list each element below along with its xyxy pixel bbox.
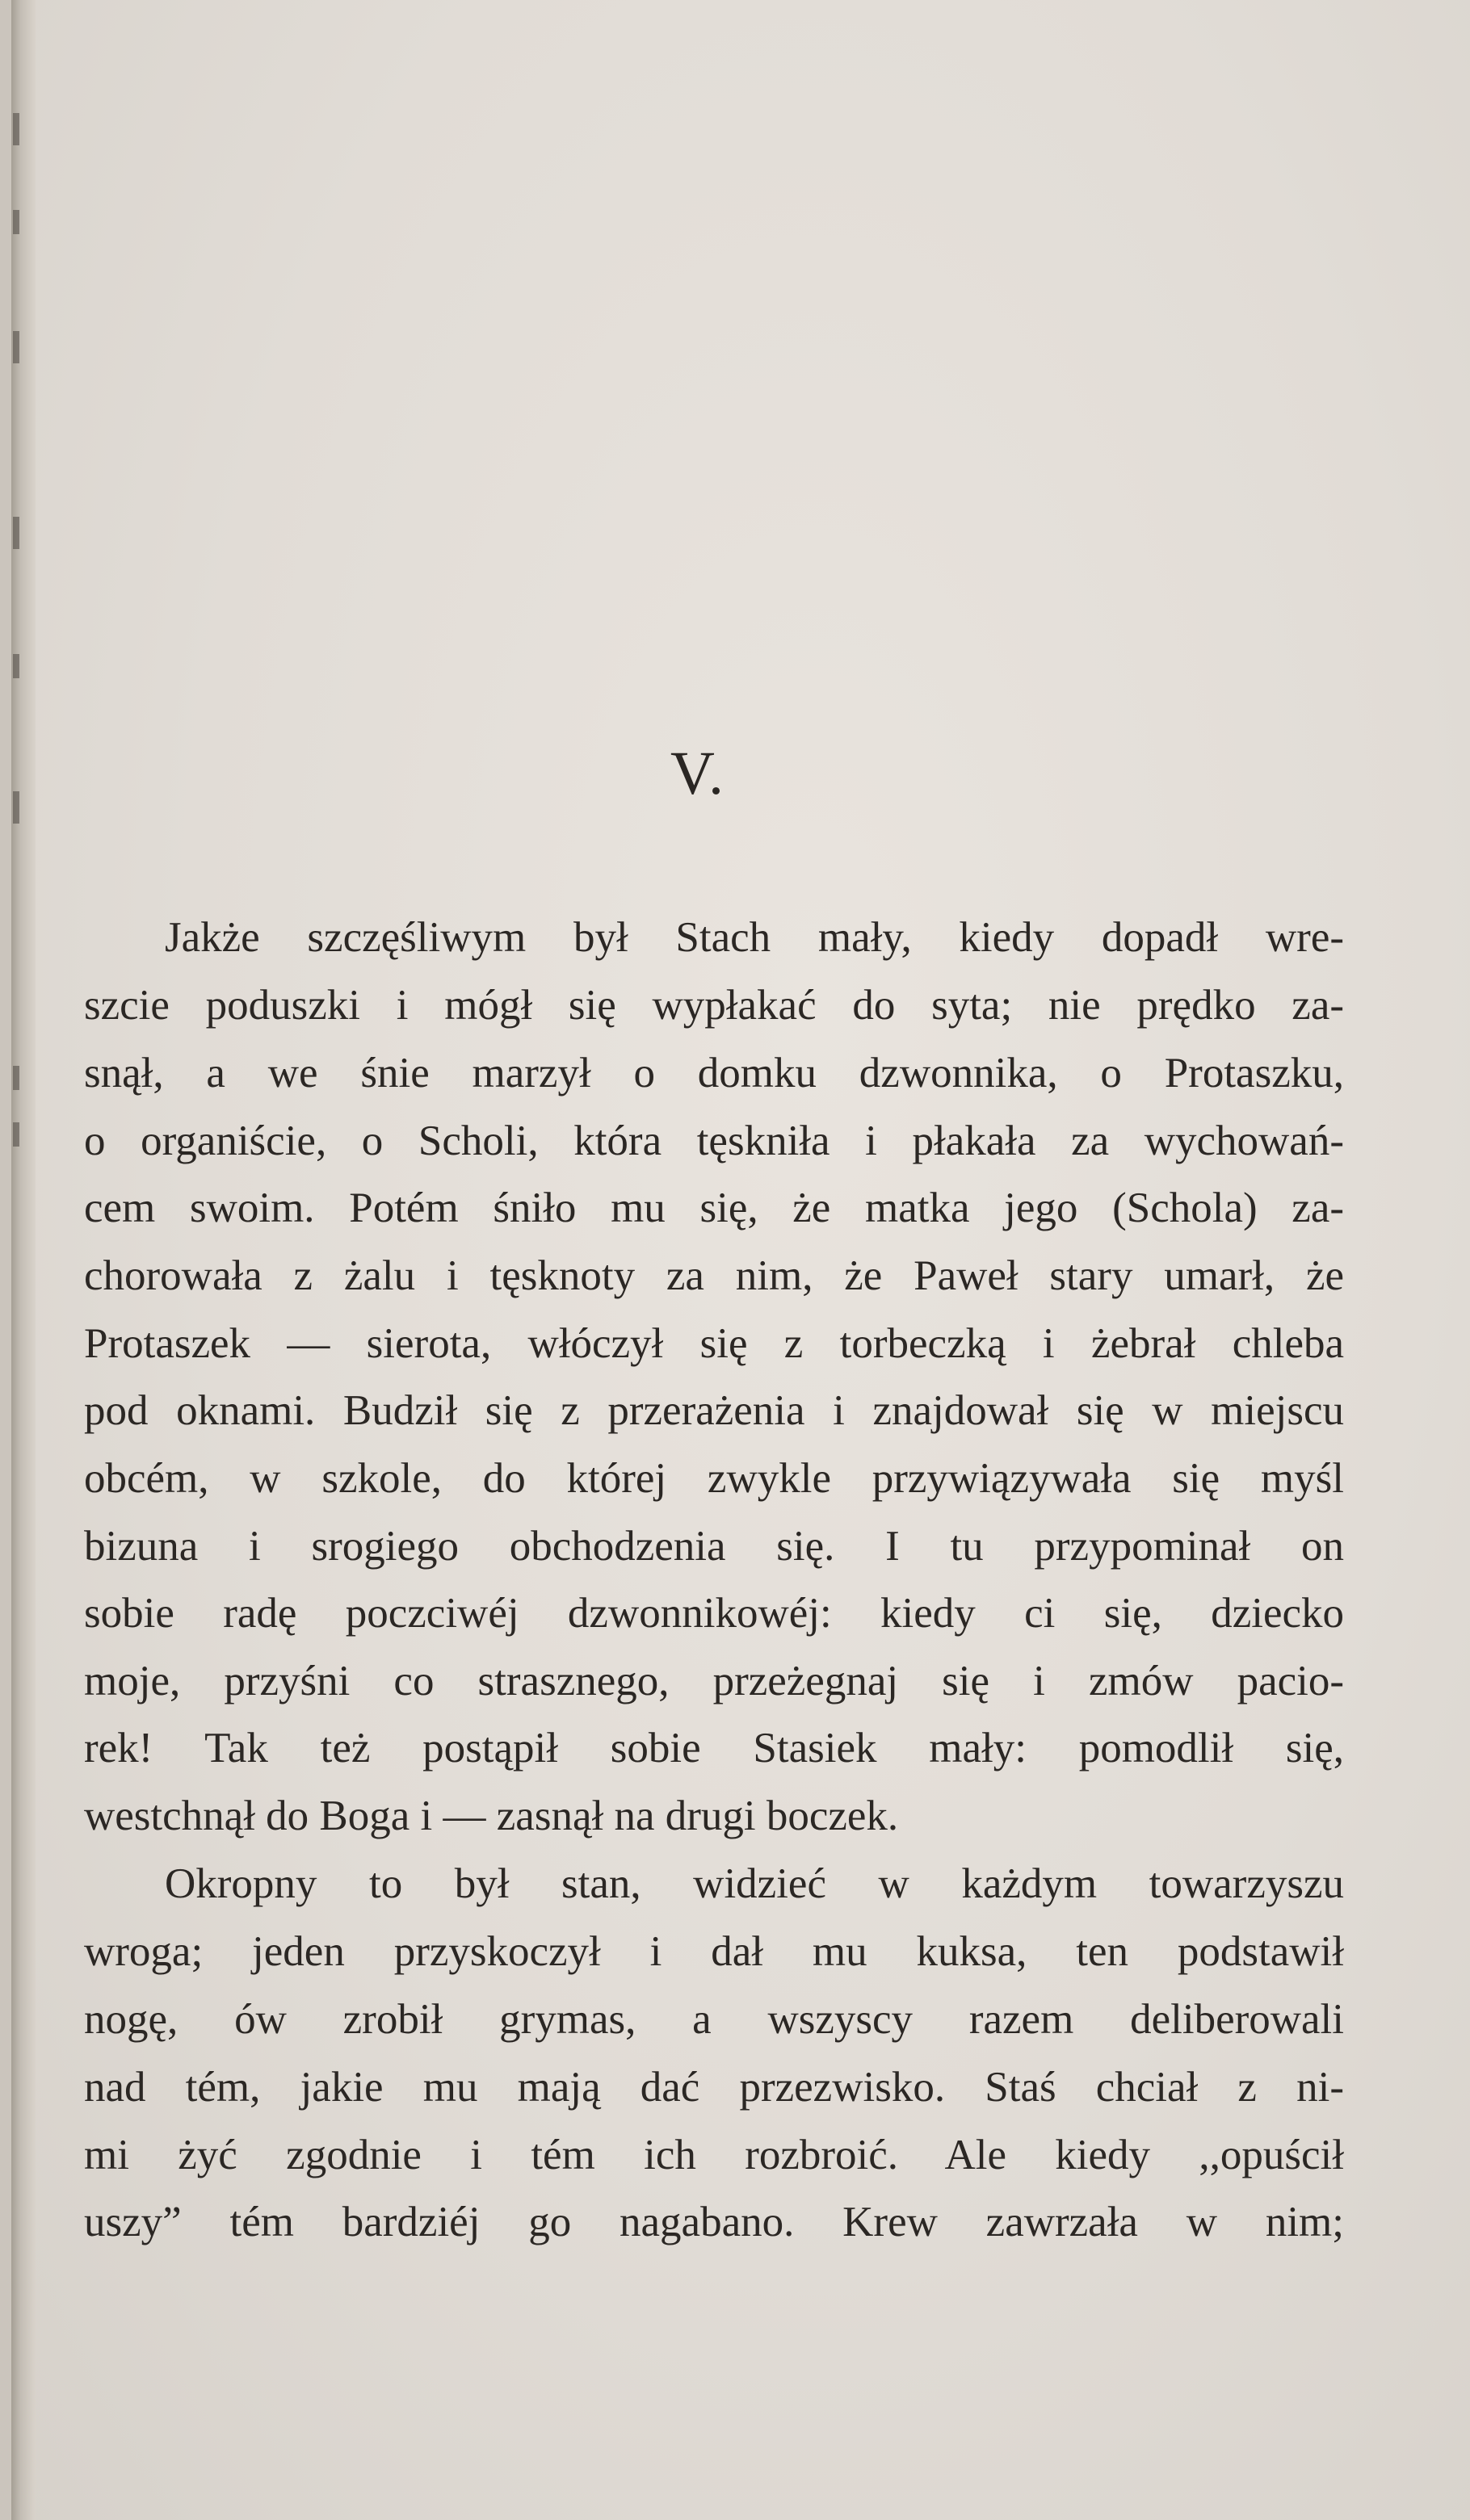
paragraph-line: rek! Tak też postąpił sobie Stasiek mały: pomodlił się, (84, 1725, 1344, 1772)
edge-ink-mark (13, 517, 19, 549)
paragraph-line: wroga; jeden przyskoczył i dał mu kuksa, ten podstawił (84, 1928, 1344, 1975)
edge-ink-mark (13, 113, 19, 145)
edge-ink-mark (13, 331, 19, 363)
paragraph-line: westchnął do Boga i — zasnął na drugi boczek. (84, 1793, 899, 1839)
paragraph-line: nad tém, jakie mu mają dać przezwisko. Staś chciał z ni- (84, 2064, 1344, 2111)
paragraph-line: cem swoim. Potém śniło mu się, że matka jego (Schola) za- (84, 1185, 1344, 1231)
edge-ink-mark (13, 1066, 19, 1090)
paragraph-line: chorowała z żalu i tęsknoty za nim, że Paweł stary umarł, że (84, 1252, 1344, 1299)
edge-ink-mark (13, 791, 19, 824)
paragraph-line: sobie radę poczciwéj dzwonnikowéj: kiedy ci się, dziecko (84, 1590, 1344, 1637)
paragraph-line: nogę, ów zrobił grymas, a wszyscy razem deliberowali (84, 1996, 1344, 2043)
book-page (11, 0, 1470, 2520)
edge-ink-mark (13, 654, 19, 678)
paragraph-line: Jakże szczęśliwym był Stach mały, kiedy dopadł wre- (165, 914, 1344, 961)
paragraph-line: obcém, w szkole, do której zwykle przywiązywała się myśl (84, 1455, 1344, 1502)
paragraph-line: snął, a we śnie marzył o domku dzwonnika, o Protaszku, (84, 1050, 1344, 1096)
page-binding-edge (11, 0, 36, 2520)
paragraph-line: pod oknami. Budził się z przerażenia i znajdował się w miejscu (84, 1387, 1344, 1434)
chapter-heading: V. (670, 740, 726, 807)
paragraph-line: moje, przyśni co strasznego, przeżegnaj się i zmów pacio- (84, 1658, 1344, 1704)
paragraph-line: uszy” tém bardziéj go nagabano. Krew zawrzała w nim; (84, 2199, 1344, 2245)
paragraph-line: Protaszek — sierota, włóczył się z torbeczką i żebrał chleba (84, 1320, 1344, 1367)
paragraph-line: bizuna i srogiego obchodzenia się. I tu przypominał on (84, 1523, 1344, 1570)
paragraph-line: o organiście, o Scholi, która tęskniła i płakała za wychowań- (84, 1117, 1344, 1164)
edge-ink-mark (13, 210, 19, 234)
paragraph-line: mi żyć zgodnie i tém ich rozbroić. Ale kiedy ,,opuścił (84, 2132, 1344, 2178)
paragraph-line: szcie poduszki i mógł się wypłakać do syta; nie prędko za- (84, 982, 1344, 1029)
paragraph-line: Okropny to był stan, widzieć w każdym towarzyszu (165, 1860, 1344, 1907)
edge-ink-mark (13, 1122, 19, 1147)
